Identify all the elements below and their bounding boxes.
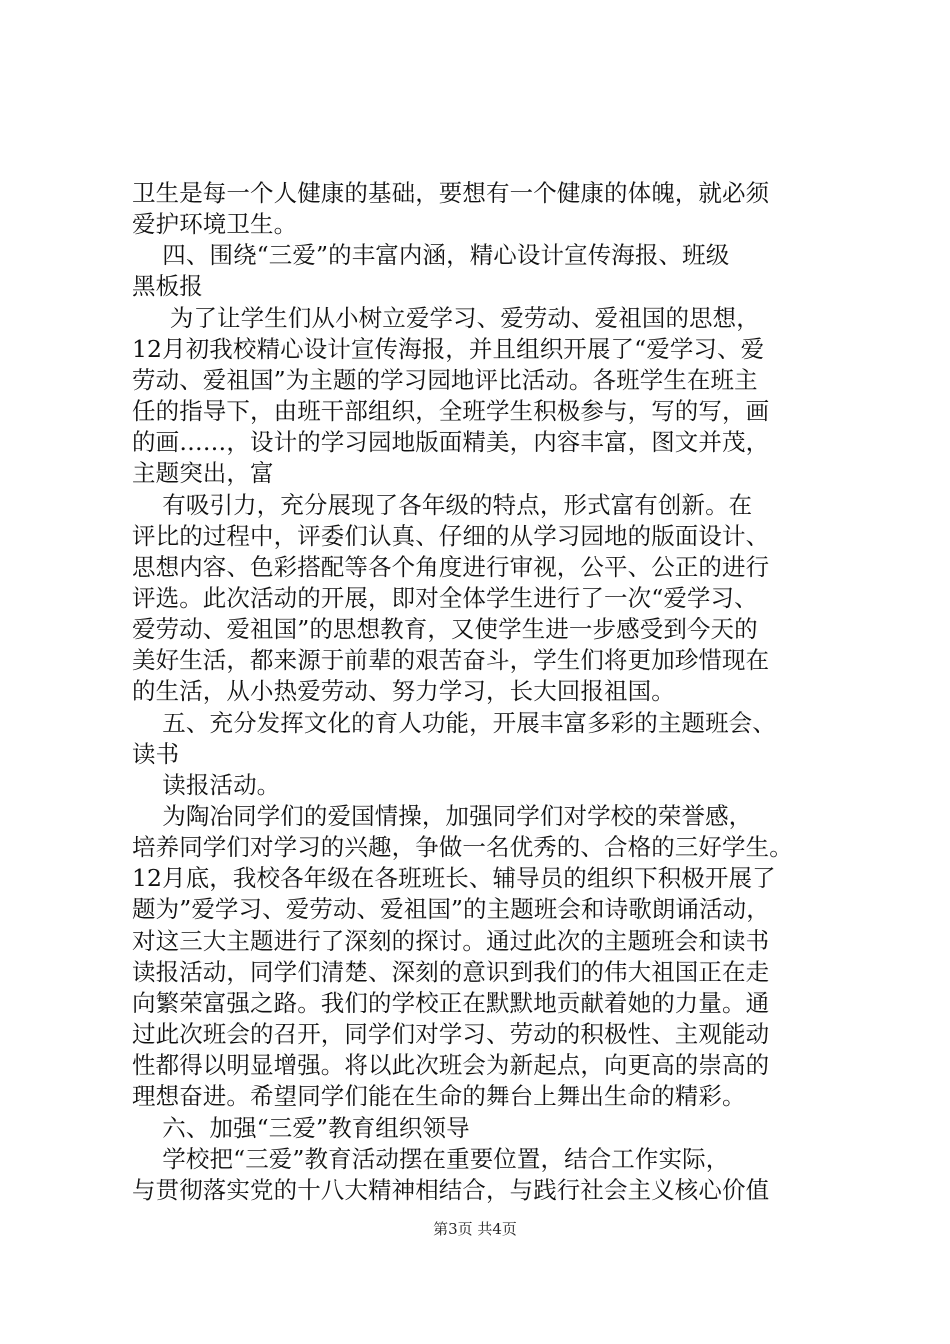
text-line: 思想内容、色彩搭配等各个角度进行审视，公平、公正的进行	[132, 552, 770, 581]
text-line: 12月底，我校各年级在各班班长、辅导员的组织下积极开展了	[132, 864, 776, 893]
text-line: 向繁荣富强之路。我们的学校正在默默地贡献着她的力量。通	[132, 988, 770, 1017]
text-line: 任的指导下，由班干部组织，全班学生积极参与，写的写，画	[132, 397, 770, 426]
text-line: 的生活，从小热爱劳动、努力学习，长大回报祖国。	[132, 677, 675, 706]
text-line: 黑板报	[132, 272, 203, 301]
text-line: 六、加强“三爱”教育组织领导	[132, 1113, 470, 1142]
text-line: 美好生活，都来源于前辈的艰苦奋斗，学生们将更加珍惜现在	[132, 646, 770, 675]
text-line: 学校把“三爱”教育活动摆在重要位置，结合工作实际，	[132, 1144, 730, 1173]
text-line: 读报活动，同学们清楚、深刻的意识到我们的伟大祖国正在走	[132, 957, 770, 986]
text-line: 为陶冶同学们的爱国情操，加强同学们对学校的荣誉感，	[132, 802, 753, 830]
text-line: 与贯彻落实党的十八大精神相结合，与践行社会主义核心价值	[132, 1175, 770, 1204]
text-line: 题为”爱学习、爱劳动、爱祖国”的主题班会和诗歌朗诵活动，	[132, 895, 770, 924]
text-line: 爱劳动、爱祖国”的思想教育，又使学生进一步感受到今天的	[132, 615, 758, 644]
text-line: 理想奋进。希望同学们能在生命的舞台上舞出生命的精彩。	[132, 1082, 746, 1111]
text-line: 对这三大主题进行了深刻的探讨。通过此次的主题班会和读书	[132, 926, 770, 955]
page-footer: 第3页 共4页	[433, 1220, 517, 1238]
text-line: 评比的过程中，评委们认真、仔细的从学习园地的版面设计、	[132, 521, 770, 550]
text-line: 卫生是每一个人健康的基础，要想有一个健康的体魄，就必须	[132, 179, 770, 207]
text-line: 有吸引力，充分展现了各年级的特点，形式富有创新。在	[132, 490, 753, 519]
text-line: 爱护环境卫生。	[132, 210, 298, 239]
text-line: 12月初我校精心设计宣传海报，并且组织开展了“爱学习、爱	[132, 334, 765, 363]
text-line: 四、围绕“三爱”的丰富内涵，精心设计宣传海报、班级	[132, 241, 730, 270]
text-line: 过此次班会的召开，同学们对学习、劳动的积极性、主观能动	[132, 1020, 770, 1049]
text-line: 培养同学们对学习的兴趣，争做一名优秀的、合格的三好学生。	[132, 833, 793, 862]
text-line: 读书	[132, 739, 180, 768]
text-line: 性都得以明显增强。将以此次班会为新起点，向更高的崇高的	[132, 1051, 770, 1080]
text-line: 评选。此次活动的开展，即对全体学生进行了一次“爱学习、	[132, 583, 758, 612]
text-line: 五、充分发挥文化的育人功能，开展丰富多彩的主题班会、	[132, 708, 776, 737]
text-line: 为了让学生们从小树立爱学习、爱劳动、爱祖国的思想，	[132, 303, 760, 332]
text-line: 主题突出，富	[132, 459, 274, 488]
text-line: 读报活动。	[132, 770, 281, 799]
text-line: 的画……，设计的学习园地版面精美，内容丰富，图文并茂，	[132, 428, 770, 457]
text-line: 劳动、爱祖国”为主题的学习园地评比活动。各班学生在班主	[132, 365, 758, 394]
